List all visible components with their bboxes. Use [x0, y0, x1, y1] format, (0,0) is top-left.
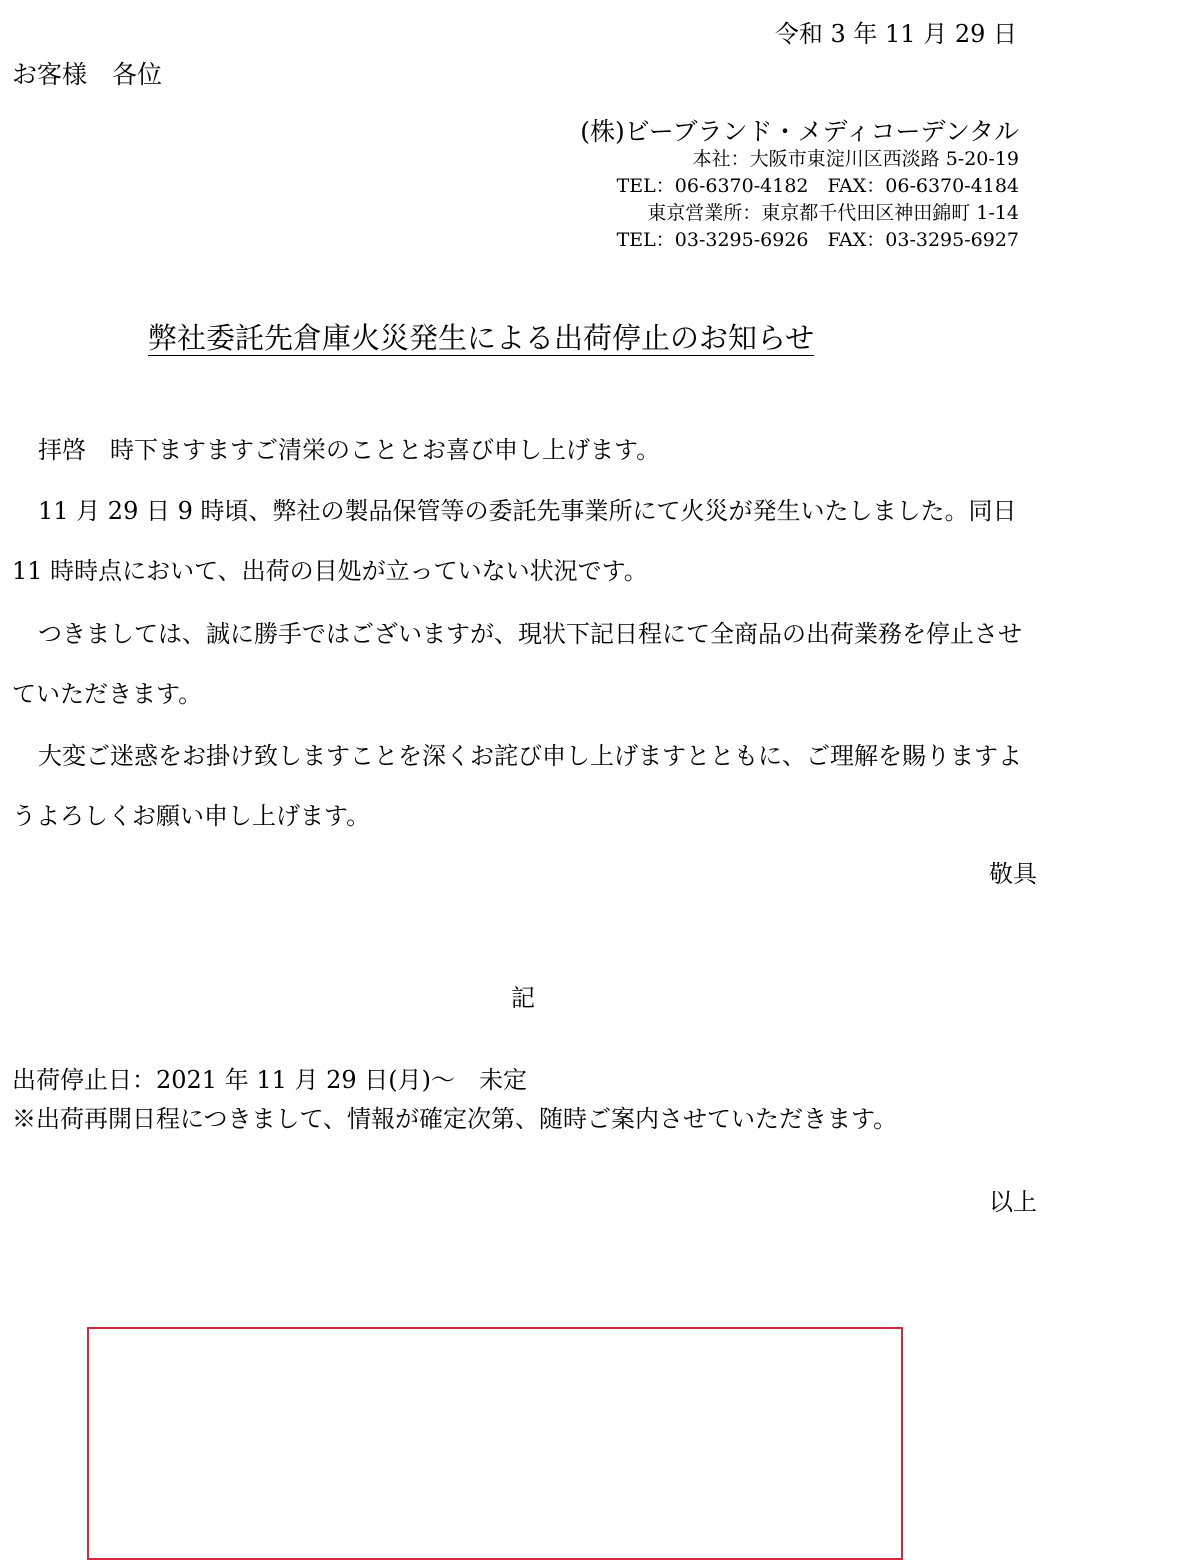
closing-ijou: 以上 — [989, 1188, 1037, 1216]
resume-note-line: ※出荷再開日程につきまして、情報が確定次第、随時ご案内させていただきます。 — [12, 1105, 898, 1133]
sender-tokyo-office-phone: TEL：03-3295-6926 FAX：03-3295-6927 — [616, 229, 1019, 251]
body-paragraph — [12, 420, 1022, 480]
sender-company: (株)ビーブランド・メディコーデンタル — [580, 117, 1019, 146]
notice-title: 弊社委託先倉庫火災発生による出荷停止のお知らせ — [148, 321, 815, 355]
sender-head-office-phone: TEL：06-6370-4182 FAX：06-6370-4184 — [616, 175, 1019, 197]
greeting-paragraph: 拝啓 時下ますますご清栄のこととお喜び申し上げます。 — [38, 436, 661, 464]
letter-date: 令和 3 年 11 月 29 日 — [774, 20, 1017, 48]
sender-tokyo-office-address: 東京営業所：東京都千代田区神田錦町 1-14 — [647, 202, 1019, 224]
empty-red-box — [87, 1327, 903, 1560]
apology-paragraph: 大変ご迷惑をお掛け致しますことを深くお詫び申し上げますとともに、ご理解を賜りますようよろしくお願い申し上げます。 — [12, 742, 1022, 830]
sender-head-office-address: 本社：大阪市東淀川区西淡路 5-20-19 — [692, 148, 1019, 170]
stop-date-line: 出荷停止日：2021 年 11 月 29 日(月)～ 未定 — [12, 1066, 528, 1094]
body-paragraph — [12, 604, 1022, 724]
addressee: お客様 各位 — [12, 60, 163, 89]
incident-paragraph: 11 月 29 日 9 時頃、弊社の製品保管等の委託先事業所にて火災が発生いたしました。同日 11 時時点において、出荷の目処が立っていない状況です。 — [12, 497, 1017, 585]
body-paragraph — [12, 481, 1022, 601]
notes-heading: 記 — [511, 984, 535, 1012]
closing-keigu: 敬具 — [989, 860, 1037, 888]
body-paragraph — [12, 726, 1022, 846]
suspension-paragraph: つきましては、誠に勝手ではございますが、現状下記日程にて全商品の出荷業務を停止させていただきます。 — [12, 620, 1022, 708]
